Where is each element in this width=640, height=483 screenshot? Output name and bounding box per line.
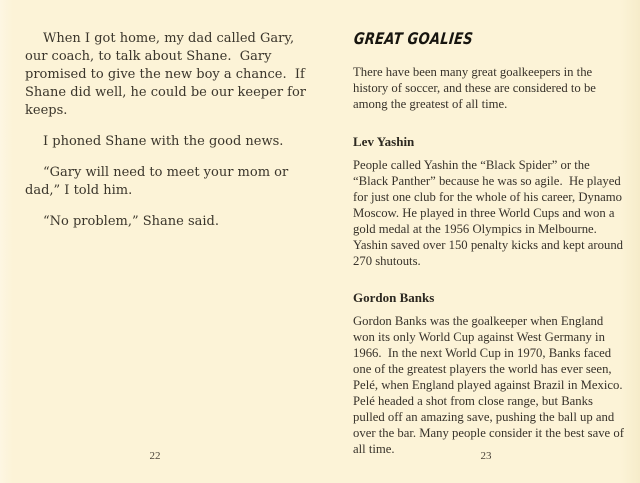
section-body: People called Yashin the “Black Spider” or the “Black Panther” because he was so agile. He played for just one club for the whole of his career, Dynamo Moscow. He played in three World Cups and won a gold medal at the 1956 Olympics in Melbourne. Yashin saved over 150 penalty kicks and kept around 270 shutouts. <box>353 158 627 268</box>
section-lev-yashin <box>353 134 625 269</box>
story-paragraph: I phoned Shane with the good news. <box>43 134 284 149</box>
section-body: Gordon Banks was the goalkeeper when England won its only World Cup against West Germany in 1966. In the next World Cup in 1970, Banks faced one of the greatest players the world has ever seen, Pelé, when England played against Brazil in Mexico. Pelé headed a shot from close range, but Banks pulled off an amazing save, pushing the ball up and over the bar. Many people consider it the best save of all time. <box>353 314 629 456</box>
story-paragraph: When I got home, my dad called Gary, our coach, to talk about Shane. Gary promised to give the new boy a chance. If Shane did well, he could be our keeper for keeps. <box>25 31 311 118</box>
right-page <box>352 29 629 478</box>
section-title: Gordon Banks <box>353 290 435 305</box>
intro-paragraph: There have been many great goalkeepers in the history of soccer, and these are considered to be among the greatest of all time. <box>353 65 600 111</box>
section-title: Lev Yashin <box>353 134 415 149</box>
chapter-title: GREAT GOALIES <box>352 29 475 48</box>
section-gordon-banks <box>353 290 629 457</box>
page-number-left: 22 <box>149 450 161 462</box>
story-paragraph: “Gary will need to meet your mom or dad,” I told him. <box>25 165 293 198</box>
page-number-right: 23 <box>480 450 492 462</box>
left-page <box>25 30 313 244</box>
story-paragraph: “No problem,” Shane said. <box>43 214 220 229</box>
